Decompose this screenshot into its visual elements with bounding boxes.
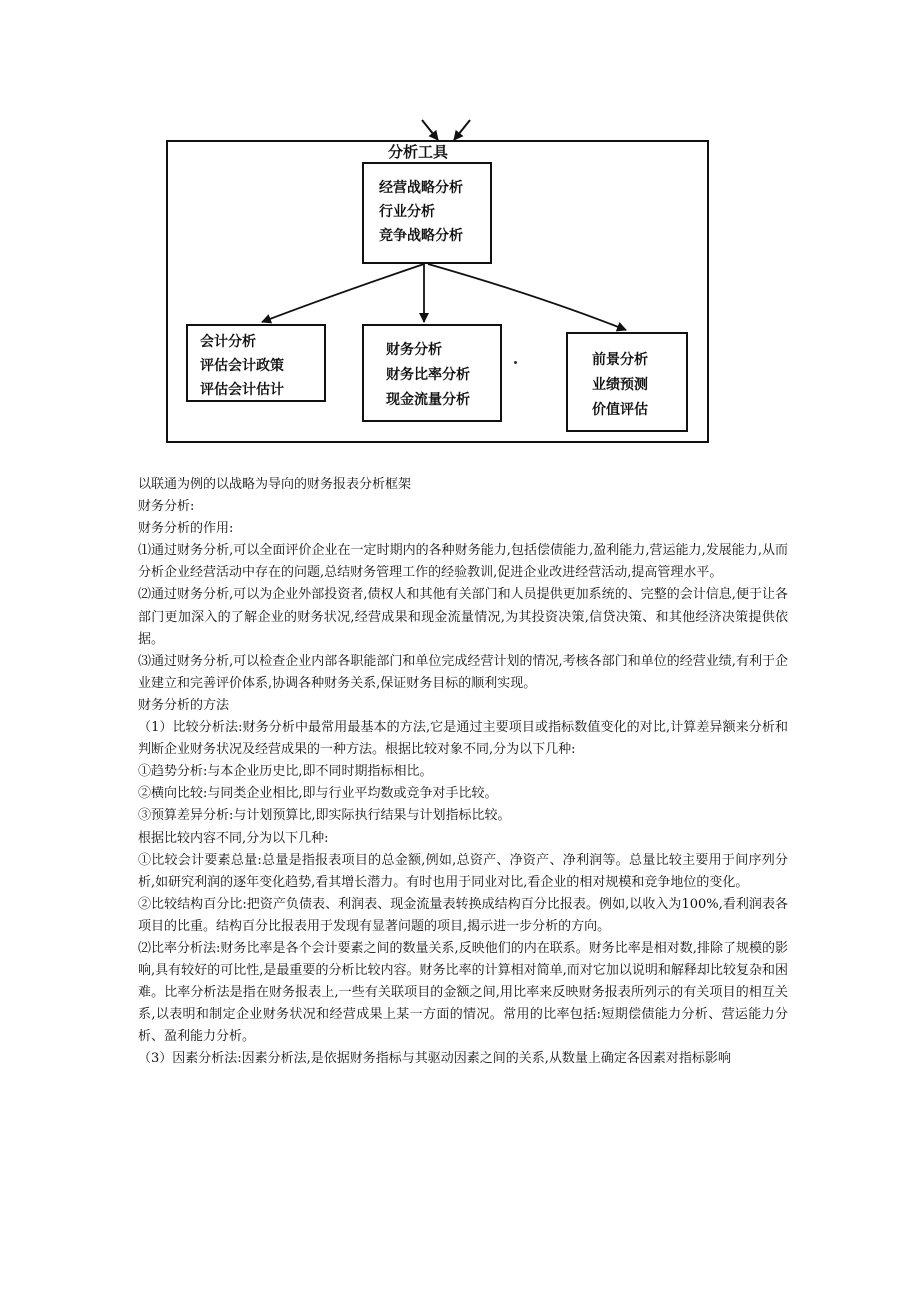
paragraph: ⑶通过财务分析,可以检查企业内部各职能部门和单位完成经营计划的情况,考核各部门和单位的经营业绩,有利于企业建立和完善评价体系,协调各种财务关系,保证财务目标的顺利实现。 bbox=[138, 653, 788, 691]
box-line: 经营战略分析 bbox=[379, 180, 463, 196]
incoming-arrow-right bbox=[454, 120, 470, 140]
box-line: 前景分析 bbox=[592, 352, 648, 368]
subsection-heading: 财务分析的作用: bbox=[138, 521, 234, 537]
strategy-analysis-box bbox=[362, 162, 492, 264]
box-line: 竞争战略分析 bbox=[379, 228, 463, 244]
box-line: 评估会计估计 bbox=[200, 382, 284, 398]
analysis-framework-diagram bbox=[0, 0, 920, 470]
box-line: 财务分析 bbox=[386, 342, 442, 358]
financial-analysis-box bbox=[362, 324, 502, 422]
incoming-arrow-left bbox=[422, 120, 438, 140]
frame-title: 分析工具 bbox=[388, 143, 449, 161]
document-body bbox=[138, 474, 788, 1071]
paragraph: ⑵比率分析法:财务比率是各个会计要素之间的数量关系,反映他们的内在联系。财务比率是相对数,排除了规模的影响,具有较好的可比性,是最重要的分析比较内容。财务比率的计算相对简单,而对它加以说明和解释却比较复杂和困难。比率分析法是指在财务报表上,一些有关联项目的金额之间,用比率来反映财务报表所列示的有关项目的相互关系,以表明和制定企业财务状况和经营成果上某一方面的情况。常用的比率包括:短期偿债能力分析、营运能力分析、盈利能力分析。 bbox=[138, 940, 788, 1045]
accounting-analysis-box bbox=[186, 324, 326, 402]
box-line: 评估会计政策 bbox=[200, 358, 284, 374]
paragraph: （1）比较分析法:财务分析中最常用最基本的方法,它是通过主要项目或指标数值变化的对比,计算差异额来分析和判断企业财务状况及经营成果的一种方法。根据比较对象不同,分为以下几种: bbox=[138, 720, 788, 758]
box-line: 财务比率分析 bbox=[386, 367, 470, 383]
paragraph: （3）因素分析法:因素分析法,是依据财务指标与其驱动因素之间的关系,从数量上确定各因素对指标影响 bbox=[138, 1051, 731, 1067]
paragraph: 根据比较内容不同,分为以下几种: bbox=[138, 830, 329, 846]
box-line: 业绩预测 bbox=[592, 377, 648, 393]
stray-dot-mark bbox=[514, 361, 517, 364]
section-heading: 财务分析: bbox=[138, 499, 195, 515]
box-line: 价值评估 bbox=[592, 402, 648, 418]
paragraph: ⑴通过财务分析,可以全面评价企业在一定时期内的各种财务能力,包括偿债能力,盈利能力,营运能力,发展能力,从而分析企业经营活动中存在的问题,总结财务管理工作的经验教训,促进企业改进经营活动,提高管理水平。 bbox=[138, 543, 788, 581]
box-line: 行业分析 bbox=[379, 204, 435, 220]
subsection-heading: 财务分析的方法 bbox=[138, 697, 230, 713]
list-item: ②比较结构百分比:把资产负债表、利润表、现金流量表转换成结构百分比报表。例如,以收入为100%,看利润表各项目的比重。结构百分比报表用于发现有显著问题的项目,揭示进一步分析的方向。 bbox=[138, 896, 788, 934]
prospect-analysis-box bbox=[566, 332, 688, 432]
list-item: ①趋势分析:与本企业历史比,即不同时期指标相比。 bbox=[138, 764, 433, 780]
paragraph: ⑵通过财务分析,可以为企业外部投资者,债权人和其他有关部门和人员提供更加系统的、完整的会计信息,便于让各部门更加深入的了解企业的财务状况,经营成果和现金流量情况,为其投资决策,信贷决策、和其他经济决策提供依据。 bbox=[138, 587, 788, 647]
list-item: ①比较会计要素总量:总量是指报表项目的总金额,例如,总资产、净资产、净利润等。总量比较主要用于间序列分析,如研究利润的逐年变化趋势,看其增长潜力。有时也用于同业对比,看企业的相对规模和竞争地位的变化。 bbox=[138, 852, 788, 890]
list-item: ③预算差异分析:与计划预算比,即实际执行结果与计划指标比较。 bbox=[138, 808, 511, 824]
box-line: 会计分析 bbox=[200, 334, 256, 350]
box-line: 现金流量分析 bbox=[386, 392, 470, 408]
list-item: ②横向比较:与同类企业相比,即与行业平均数或竞争对手比较。 bbox=[138, 786, 498, 802]
caption: 以联通为例的以战略为导向的财务报表分析框架 bbox=[138, 477, 412, 492]
